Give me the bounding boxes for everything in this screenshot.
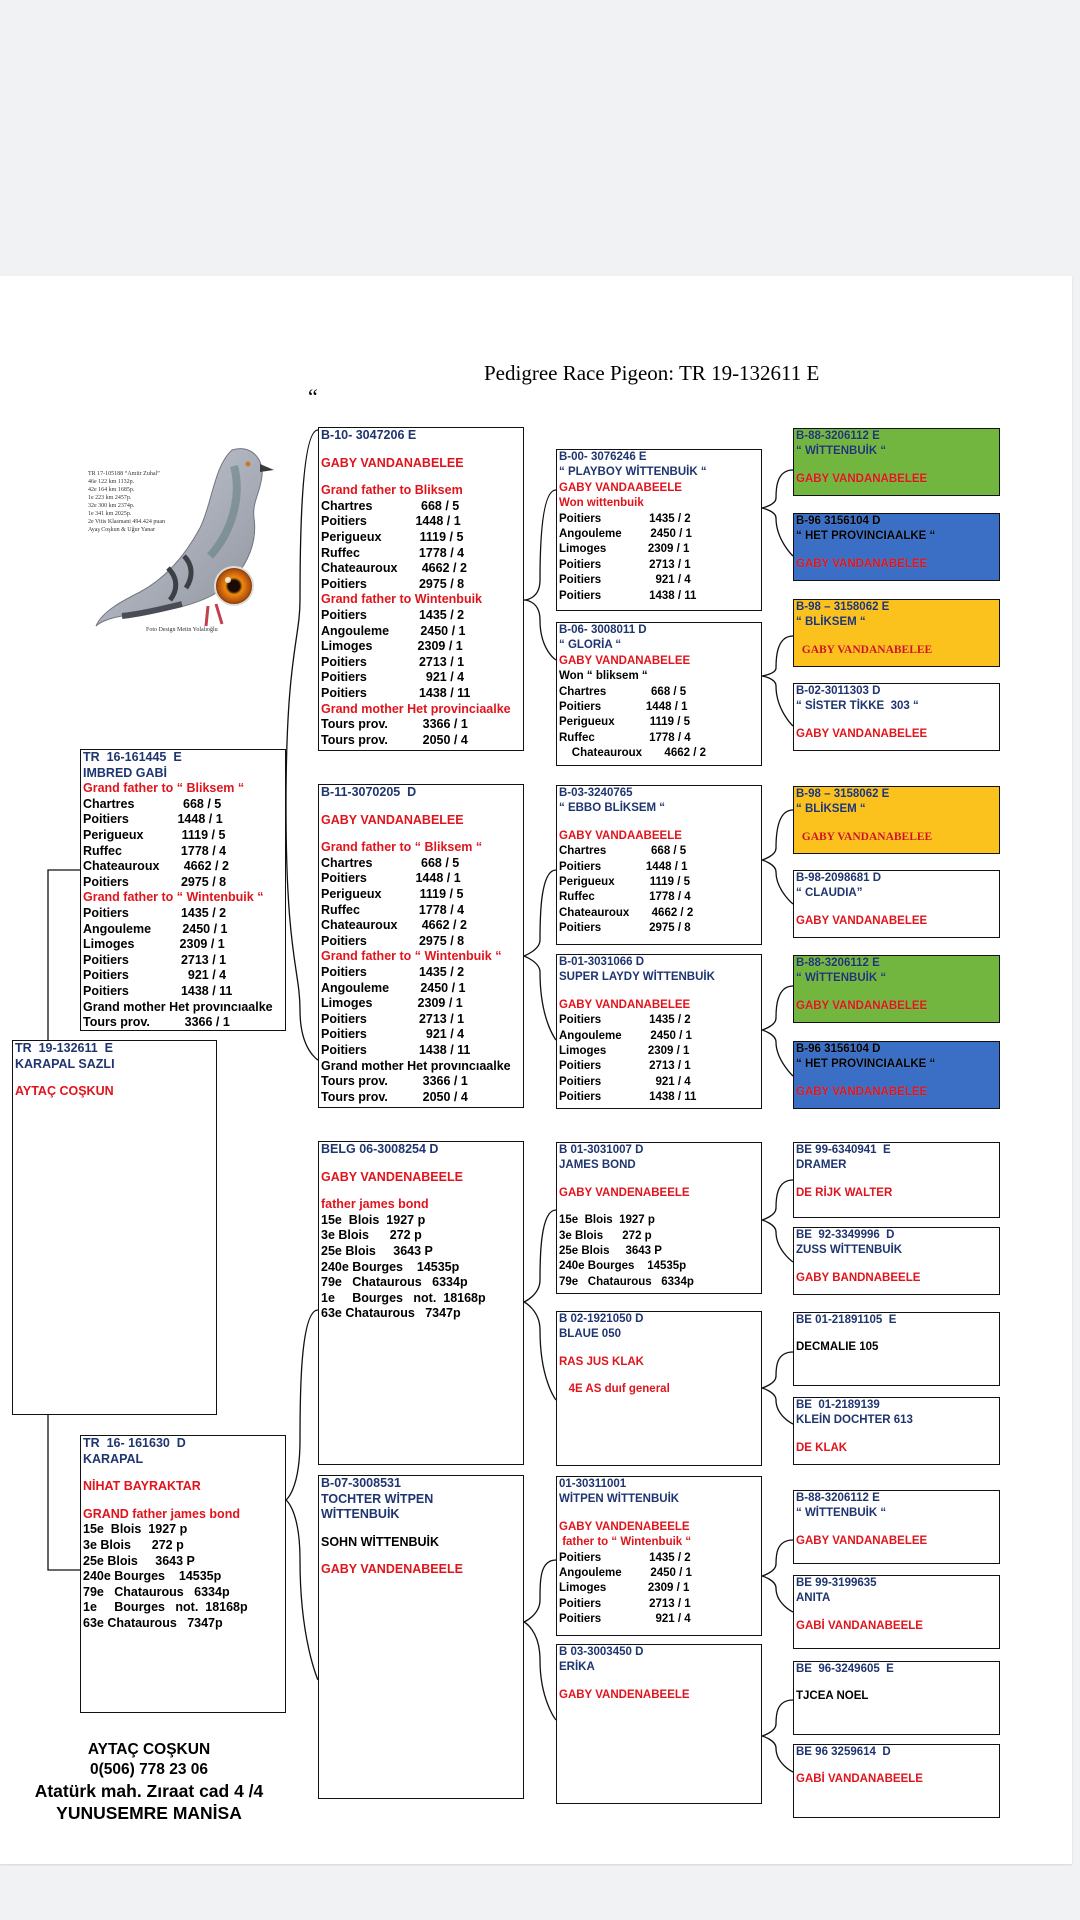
pedigree-line: 79e Chataurous 6334p: [559, 1275, 694, 1288]
pedigree-box-g16: [793, 1744, 1000, 1818]
pedigree-line: WİTTENBUİK: [321, 1507, 400, 1522]
ring-number: B-00- 3076246 E: [559, 451, 647, 463]
spacer: [319, 444, 523, 456]
pedigree-line: Grand mother Het provıncıaalke: [83, 999, 273, 1014]
pedigree-line: 25e Blois 3643 P: [559, 1245, 662, 1258]
pedigree-line: Poitiers 1438 / 11: [321, 685, 471, 700]
pedigree-line: Chateauroux 4662 / 2: [83, 859, 229, 874]
pedigree-line: SOHN WİTTENBUİK: [321, 1534, 440, 1549]
pedigree-line: Grand father to “ Wintenbuik “: [83, 890, 264, 905]
pedigree-line: GABY VANDENABEELE: [321, 1169, 463, 1184]
pedigree-line: BLAUE 050: [559, 1328, 621, 1341]
spacer: [319, 801, 523, 813]
pedigree-line: Grand father to Bliksem: [321, 483, 463, 498]
pedigree-box-g15: [793, 1661, 1000, 1735]
pedigree-line: Grand father to “ Bliksem “: [321, 840, 483, 855]
pedigree-box-dam-sire: [318, 1141, 524, 1465]
pedigree-box-sdd: [556, 954, 762, 1109]
pedigree-box-dds: [556, 1476, 762, 1636]
pedigree-line: 15e Blois 1927 p: [83, 1522, 188, 1537]
pedigree-line: GABY VANDAABEELE: [559, 829, 682, 842]
pedigree-line: DECMALIE 105: [796, 1341, 879, 1354]
pedigree-box-dam-dam: [318, 1475, 524, 1799]
pedigree-line: Perigueux 1119 / 5: [321, 886, 464, 901]
pedigree-line: 3e Blois 272 p: [559, 1229, 652, 1242]
pedigree-line: KLEİN DOCHTER 613: [796, 1414, 913, 1427]
spacer: [794, 715, 999, 727]
pedigree-line: Tours prov. 3366 / 1: [321, 717, 468, 732]
spacer: [794, 1607, 999, 1619]
pedigree-line: GABY VANDENABEELE: [559, 1520, 690, 1533]
pedigree-line: “ GLORİA “: [559, 639, 622, 652]
pedigree-line: GABY VANDENABEELE: [321, 1562, 463, 1577]
owner-name: AYTAÇ COŞKUN: [87, 1741, 211, 1758]
pedigree-line: Chartres 668 / 5: [83, 796, 222, 811]
pedigree-box-g2: [793, 513, 1000, 581]
ring-number: BE 99-3199635: [796, 1577, 877, 1589]
pedigree-line: GABİ VANDANABEELE: [796, 1773, 923, 1786]
spacer: [794, 1174, 999, 1186]
spacer: [557, 1508, 761, 1520]
pedigree-line: Ruffec 1778 / 4: [83, 843, 227, 858]
pedigree-line: WİTPEN WİTTENBUİK: [559, 1493, 680, 1506]
pedigree-line: Perigueux 1119 / 5: [83, 827, 226, 842]
ring-number: B-88-3206112 E: [796, 957, 880, 969]
owner-address: Atatürk mah. Zıraat cad 4 /4: [34, 1781, 264, 1801]
pedigree-line: “ WİTTENBUİK “: [796, 1507, 887, 1520]
pedigree-line: Poitiers 1448 / 1: [559, 701, 688, 714]
spacer: [794, 1259, 999, 1271]
pedigree-line: “ BLİKSEM “: [796, 616, 866, 629]
pedigree-line: Limoges 2309 / 1: [559, 543, 690, 556]
pedigree-line: GABY VANDANABELEE: [796, 914, 928, 927]
pedigree-line: KARAPAL: [83, 1451, 144, 1466]
pedigree-line: Tours prov. 3366 / 1: [321, 1074, 468, 1089]
pedigree-line: “ HET PROVINCIAALKE “: [796, 530, 936, 543]
pedigree-line: 63e Chataurous 7347p: [321, 1306, 461, 1321]
pedigree-line: Limoges 2309 / 1: [83, 937, 225, 952]
pedigree-box-g9: [793, 1142, 1000, 1218]
pedigree-line: Limoges 2309 / 1: [321, 639, 463, 654]
pedigree-line: “ WİTTENBUİK “: [796, 972, 887, 985]
ring-number: B-02-3011303 D: [796, 685, 881, 697]
ring-number: B-98 – 3158062 E: [796, 788, 890, 800]
pedigree-line: GABY VANDANABELEE: [796, 1534, 928, 1547]
pedigree-line: 63e Chataurous 7347p: [83, 1615, 223, 1630]
pedigree-box-sire-sire: [318, 427, 524, 751]
spacer: [794, 818, 999, 830]
pedigree-line: Chartres 668 / 5: [321, 855, 460, 870]
pedigree-line: Poitiers 1438 / 11: [83, 983, 233, 998]
spacer: [319, 1550, 523, 1562]
pedigree-line: GABY VANDANABELEE: [559, 998, 691, 1011]
ring-number: B-98-2098681 D: [796, 872, 882, 884]
spacer: [794, 545, 999, 557]
pedigree-line: GABY VANDANABELEE: [796, 830, 933, 843]
pedigree-box-g6: [793, 870, 1000, 938]
pedigree-line: GABY VANDANABELEE: [321, 812, 464, 827]
pedigree-line: “ SİSTER TİKKE 303 “: [796, 700, 919, 713]
pedigree-line: Poitiers 2713 / 1: [321, 654, 465, 669]
pedigree-line: 4E AS duıf general: [559, 1383, 670, 1396]
pedigree-line: 240e Bourges 14535p: [559, 1260, 687, 1273]
pedigree-line: TOCHTER WİTPEN: [321, 1491, 434, 1506]
pedigree-line: Limoges 2309 / 1: [321, 996, 463, 1011]
pedigree-line: Won wittenbuik: [559, 497, 644, 510]
pedigree-line: GABY VANDANABELEE: [796, 472, 928, 485]
spacer: [794, 1677, 999, 1689]
pedigree-box-subject: [12, 1040, 217, 1415]
pedigree-box-dss: [556, 1142, 762, 1294]
pedigree-box-g11: [793, 1312, 1000, 1386]
pedigree-line: Grand mother Het provıncıaalke: [321, 1058, 511, 1073]
pedigree-line: Poitiers 1435 / 2: [559, 1551, 691, 1564]
pedigree-line: Chateauroux 4662 / 2: [321, 918, 467, 933]
pedigree-line: IMBRED GABİ: [83, 765, 168, 780]
ring-number: B-88-3206112 E: [796, 1492, 880, 1504]
pedigree-line: Tours prov. 2050 / 4: [321, 1089, 468, 1104]
pedigree-line: Grand father to Wintenbuik: [321, 592, 482, 607]
pedigree-line: “ BLİKSEM “: [796, 803, 866, 816]
ring-number: BELG 06-3008254 D: [321, 1142, 439, 1156]
ring-number: TR 16-161445 E: [83, 750, 182, 764]
pedigree-line: GABY VANDANABELEE: [796, 1085, 928, 1098]
pedigree-line: ERİKA: [559, 1661, 595, 1674]
pedigree-line: Chartres 668 / 5: [321, 498, 460, 513]
pedigree-line: Poitiers 1448 / 1: [83, 812, 223, 827]
pedigree-line: Poitiers 1438 / 11: [559, 589, 697, 602]
pedigree-box-g14: [793, 1575, 1000, 1649]
pedigree-line: Poitiers 1438 / 11: [559, 1091, 697, 1104]
spacer: [557, 986, 761, 998]
spacer: [794, 460, 999, 472]
pedigree-line: Poitiers 1435 / 2: [559, 1014, 691, 1027]
pedigree-box-g3: [793, 599, 1000, 667]
pedigree-box-ddd: [556, 1644, 762, 1804]
pedigree-line: 240e Bourges 14535p: [321, 1259, 460, 1274]
ring-number: BE 99-6340941 E: [796, 1144, 891, 1156]
pedigree-line: Poitiers 2975 / 8: [321, 933, 465, 948]
spacer: [81, 1467, 285, 1479]
pedigree-line: GABY VANDANABELEE: [559, 654, 691, 667]
ring-number: B-98 – 3158062 E: [796, 601, 890, 613]
pedigree-line: Poitiers 1435 / 2: [83, 905, 227, 920]
pedigree-line: AYTAÇ COŞKUN: [15, 1084, 114, 1099]
spacer: [794, 1760, 999, 1772]
ring-number: B-07-3008531: [321, 1476, 401, 1490]
pedigree-line: GABY VANDENABEELE: [559, 1688, 690, 1701]
pedigree-line: Poitiers 921 / 4: [559, 1075, 691, 1088]
pedigree-line: GABY VANDANABELEE: [796, 643, 933, 656]
pigeon-photo-credit: Foto Design Metin Yolalıoğlu: [146, 627, 218, 633]
pedigree-line: GABY VANDANABELEE: [796, 557, 928, 570]
pedigree-line: Tours prov. 2050 / 4: [321, 732, 468, 747]
pedigree-line: DE RİJK WALTER: [796, 1186, 893, 1199]
ring-number: B-10- 3047206 E: [321, 428, 417, 442]
pedigree-line: Chartres 668 / 5: [559, 845, 687, 858]
pedigree-line: DE KLAK: [796, 1441, 848, 1454]
ring-number: B-96 3156104 D: [796, 1043, 881, 1055]
ring-number: B-11-3070205 D: [321, 785, 417, 799]
pedigree-line: Poitiers 2713 / 1: [83, 952, 227, 967]
pedigree-line: “ WİTTENBUİK “: [796, 445, 887, 458]
pedigree-line: Limoges 2309 / 1: [559, 1045, 690, 1058]
spacer: [557, 817, 761, 829]
owner-city: YUNUSEMRE MANİSA: [56, 1803, 242, 1823]
pedigree-box-sds: [556, 785, 762, 945]
quote-mark: “: [308, 384, 318, 409]
pedigree-line: KARAPAL SAZLI: [15, 1056, 115, 1071]
ring-number: 01-30311001: [559, 1478, 627, 1490]
spacer: [319, 1523, 523, 1535]
pedigree-box-dam: [80, 1435, 286, 1713]
pedigree-line: Poitiers 1448 / 1: [321, 871, 461, 886]
ring-number: BE 01-21891105 E: [796, 1314, 897, 1326]
pedigree-line: 240e Bourges 14535p: [83, 1569, 222, 1584]
ring-number: B-06- 3008011 D: [559, 624, 647, 636]
pedigree-line: Angouleme 2450 / 1: [559, 1567, 692, 1580]
spacer: [794, 1328, 999, 1340]
spacer: [794, 1073, 999, 1085]
pedigree-line: Ruffec 1778 / 4: [559, 891, 691, 904]
pedigree-line: JAMES BOND: [559, 1159, 636, 1172]
pedigree-line: ZUSS WİTTENBUİK: [796, 1244, 903, 1257]
spacer: [794, 902, 999, 914]
pedigree-line: Grand father to “ Wintenbuik “: [321, 949, 502, 964]
pedigree-line: Ruffec 1778 / 4: [559, 731, 691, 744]
pedigree-box-g7: [793, 955, 1000, 1023]
pedigree-line: Poitiers 921 / 4: [321, 670, 465, 685]
pigeon-photo-caption: TR 17-105188 “Amiir Zuhal” 46e 122 km 1132p. 42e 164 km 1685p. 1e 223 km 2457p. 32e 300 km 2374p. 1e 341 km 2025p. 2e Vitis Klasmani 494.424 puan Ayaş Coşkun & Uğur Yanar: [88, 471, 166, 533]
pedigree-box-g4: [793, 683, 1000, 751]
spacer: [81, 1495, 285, 1507]
pedigree-line: Poitiers 2975 / 8: [83, 874, 227, 889]
ring-number: B-03-3240765: [559, 787, 633, 799]
pedigree-line: Perigueux 1119 / 5: [559, 876, 691, 889]
pedigree-line: 3e Blois 272 p: [321, 1228, 422, 1243]
pedigree-box-sire-dam: [318, 784, 524, 1108]
ring-number: B-88-3206112 E: [796, 430, 880, 442]
pedigree-line: 15e Blois 1927 p: [559, 1214, 655, 1227]
spacer: [557, 1201, 761, 1213]
pedigree-line: Perigueux 1119 / 5: [559, 716, 691, 729]
pedigree-line: Poitiers 1438 / 11: [321, 1042, 471, 1057]
pedigree-line: TJCEA NOEL: [796, 1690, 869, 1703]
pedigree-line: Poitiers 921 / 4: [83, 968, 227, 983]
spacer: [13, 1072, 216, 1084]
owner-phone: 0(506) 778 23 06: [89, 1761, 209, 1778]
pedigree-box-g13: [793, 1490, 1000, 1564]
pedigree-line: Poitiers 2713 / 1: [559, 1060, 691, 1073]
spacer: [794, 1522, 999, 1534]
spacer: [319, 1185, 523, 1197]
ring-number: TR 19-132611 E: [15, 1041, 113, 1055]
pedigree-line: Poitiers 2713 / 1: [321, 1011, 465, 1026]
pedigree-line: RAS JUS KLAK: [559, 1355, 644, 1368]
pedigree-line: 25e Blois 3643 P: [83, 1553, 195, 1568]
pedigree-line: “ CLAUDIA”: [796, 887, 863, 900]
pedigree-line: Poitiers 1435 / 2: [321, 964, 465, 979]
pedigree-line: father james bond: [321, 1197, 429, 1212]
pedigree-line: GABY BANDNABEELE: [796, 1271, 921, 1284]
pedigree-line: NİHAT BAYRAKTAR: [83, 1479, 201, 1494]
pedigree-line: GABY VANDAABEELE: [559, 481, 682, 494]
pedigree-line: Limoges 2309 / 1: [559, 1582, 690, 1595]
pedigree-line: Angouleme 2450 / 1: [83, 921, 228, 936]
ring-number: BE 92-3349996 D: [796, 1229, 895, 1241]
spacer: [557, 1370, 761, 1382]
pedigree-box-g5: [793, 786, 1000, 854]
pedigree-line: “ EBBO BLİKSEM “: [559, 802, 666, 815]
ring-number: TR 16- 161630 D: [83, 1436, 186, 1450]
spacer: [319, 471, 523, 483]
pedigree-line: Poitiers 2713 / 1: [559, 1597, 691, 1610]
pedigree-line: Poitiers 921 / 4: [321, 1027, 465, 1042]
pedigree-line: Angouleme 2450 / 1: [321, 623, 466, 638]
pedigree-line: GABY VANDANABELEE: [321, 455, 464, 470]
ring-number: BE 96-3249605 E: [796, 1663, 894, 1675]
pedigree-line: Chateauroux 4662 / 2: [559, 747, 707, 760]
spacer: [794, 631, 999, 643]
pedigree-line: Angouleme 2450 / 1: [559, 528, 692, 541]
pedigree-box-ssd: [556, 622, 762, 766]
pedigree-line: Poitiers 921 / 4: [559, 1613, 691, 1626]
pedigree-line: “ PLAYBOY WİTTENBUİK “: [559, 466, 707, 479]
pedigree-line: Poitiers 921 / 4: [559, 574, 691, 587]
pedigree-line: Angouleme 2450 / 1: [559, 1029, 692, 1042]
pedigree-line: Perigueux 1119 / 5: [321, 529, 464, 544]
pedigree-line: DRAMER: [796, 1159, 847, 1172]
pedigree-line: GABY VANDANABELEE: [796, 727, 928, 740]
spacer: [557, 1174, 761, 1186]
pedigree-box-sss: [556, 449, 762, 611]
pedigree-line: Poitiers 2713 / 1: [559, 558, 691, 571]
ring-number: B 02-1921050 D: [559, 1313, 644, 1325]
ring-number: B-96 3156104 D: [796, 515, 881, 527]
pedigree-box-g10: [793, 1227, 1000, 1295]
pedigree-line: 25e Blois 3643 P: [321, 1243, 433, 1258]
pedigree-box-g12: [793, 1397, 1000, 1465]
pedigree-line: Poitiers 2975 / 8: [559, 922, 691, 935]
pedigree-line: Ruffec 1778 / 4: [321, 902, 465, 917]
pedigree-line: Tours prov. 3366 / 1: [83, 1015, 230, 1030]
ring-number: BE 96 3259614 D: [796, 1746, 891, 1758]
pedigree-line: Poitiers 1435 / 2: [321, 607, 465, 622]
pedigree-line: 3e Blois 272 p: [83, 1537, 184, 1552]
pedigree-line: Poitiers 1435 / 2: [559, 512, 691, 525]
pedigree-line: GRAND father james bond: [83, 1506, 240, 1521]
pedigree-line: Poitiers 2975 / 8: [321, 576, 465, 591]
pedigree-line: Grand mother Het provinciaalke: [321, 701, 511, 716]
pedigree-line: Grand father to “ Bliksem “: [83, 781, 245, 796]
pedigree-line: Ruffec 1778 / 4: [321, 545, 465, 560]
pedigree-line: ANITA: [796, 1592, 831, 1605]
pedigree-line: SUPER LAYDY WİTTENBUİK: [559, 971, 715, 984]
pedigree-line: GABİ VANDANABEELE: [796, 1619, 923, 1632]
pedigree-line: Won “ bliksem “: [559, 670, 648, 683]
pedigree-line: Poitiers 1448 / 1: [559, 860, 688, 873]
pedigree-line: Chateauroux 4662 / 2: [559, 906, 694, 919]
pedigree-line: 15e Blois 1927 p: [321, 1212, 426, 1227]
pedigree-line: 1e Bourges not. 18168p: [83, 1600, 248, 1615]
ring-number: B-01-3031066 D: [559, 956, 645, 968]
pedigree-line: father to “ Wintenbuik “: [559, 1536, 692, 1549]
pedigree-line: Poitiers 1448 / 1: [321, 514, 461, 529]
spacer: [557, 1676, 761, 1688]
spacer: [794, 1429, 999, 1441]
pedigree-line: “ HET PROVINCIAALKE “: [796, 1058, 936, 1071]
ring-number: B 03-3003450 D: [559, 1646, 644, 1658]
spacer: [794, 987, 999, 999]
spacer: [319, 828, 523, 840]
pedigree-box-sire: [80, 749, 286, 1031]
spacer: [319, 1158, 523, 1170]
ring-number: B 01-3031007 D: [559, 1144, 644, 1156]
owner-contact: [18, 1740, 280, 1824]
pedigree-line: GABY VANDANABELEE: [796, 999, 928, 1012]
pedigree-line: 79e Chataurous 6334p: [83, 1584, 230, 1599]
spacer: [557, 1343, 761, 1355]
pedigree-line: 79e Chataurous 6334p: [321, 1275, 468, 1290]
pedigree-box-g8: [793, 1041, 1000, 1109]
page-title: Pedigree Race Pigeon: TR 19-132611 E: [484, 361, 820, 385]
pedigree-line: 1e Bourges not. 18168p: [321, 1290, 486, 1305]
pedigree-line: Angouleme 2450 / 1: [321, 980, 466, 995]
pedigree-box-dsd: [556, 1311, 762, 1466]
pedigree-line: Chartres 668 / 5: [559, 685, 687, 698]
pedigree-box-g1: [793, 428, 1000, 496]
pedigree-line: Chateauroux 4662 / 2: [321, 561, 467, 576]
ring-number: BE 01-2189139: [796, 1399, 880, 1411]
pedigree-line: GABY VANDENABEELE: [559, 1186, 690, 1199]
